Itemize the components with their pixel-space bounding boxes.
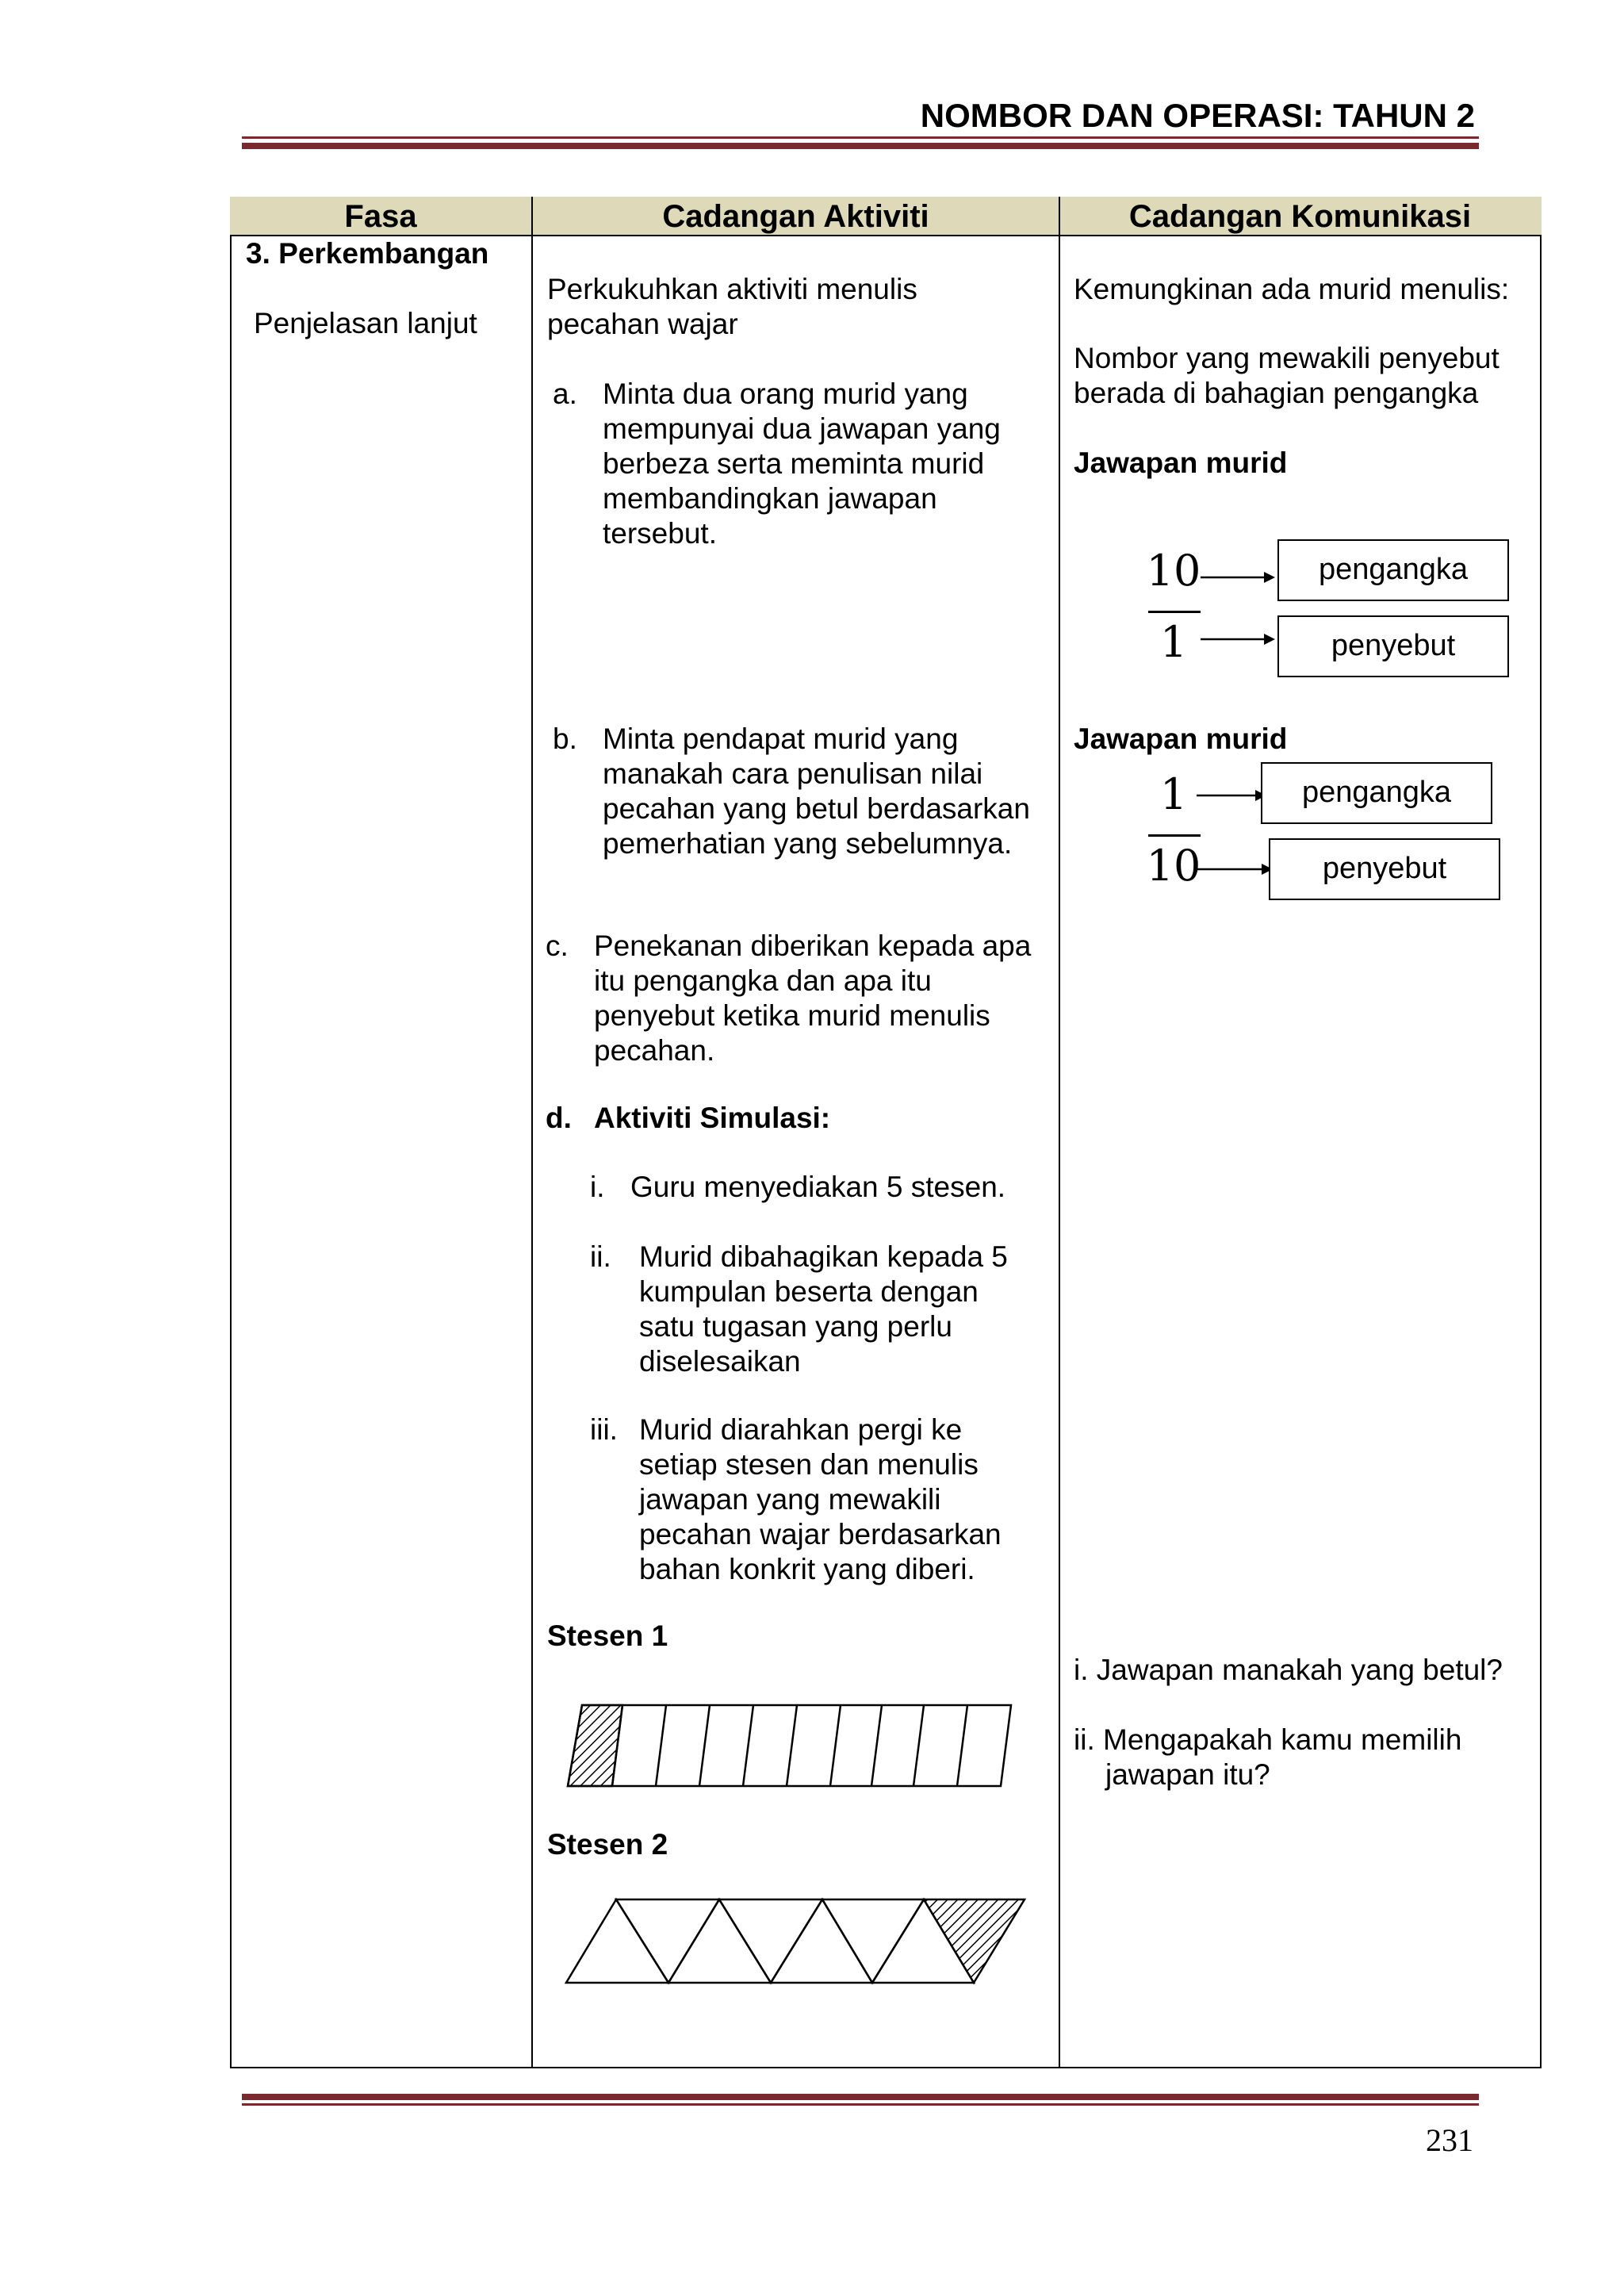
jawapan-2-numerator: 1 xyxy=(1159,769,1188,819)
komunikasi-intro: Kemungkinan ada murid menulis: xyxy=(1074,273,1510,305)
jawapan-1-numerator: 10 xyxy=(1146,546,1201,596)
page-header-title: NOMBOR DAN OPERASI: TAHUN 2 xyxy=(920,97,1475,134)
stesen-2-shaded-part xyxy=(924,1899,1025,1983)
stesen-2-label: Stesen 2 xyxy=(547,1828,668,1861)
item-d-iii-line-3: jawapan yang mewakili xyxy=(639,1483,941,1516)
item-d-iii-line-4: pecahan wajar berdasarkan xyxy=(639,1518,1002,1550)
item-a-line-5: tersebut. xyxy=(603,517,717,550)
item-c-line-3: penyebut ketika murid menulis xyxy=(594,999,990,1032)
item-d-ii-line-4: diselesaikan xyxy=(639,1345,801,1378)
jawapan-1-denominator: 1 xyxy=(1159,617,1188,667)
komunikasi-note-line-2: berada di bahagian pengangka xyxy=(1074,377,1479,409)
item-d-ii-line-3: satu tugasan yang perlu xyxy=(639,1310,952,1343)
item-d-iii-line-2: setiap stesen dan menulis xyxy=(639,1448,979,1481)
item-c-line-2: itu pengangka dan apa itu xyxy=(594,964,932,997)
header-cadangan-aktiviti: Cadangan Aktiviti xyxy=(662,199,929,234)
jawapan-1-box-pengangka: pengangka xyxy=(1277,539,1509,601)
jawapan-1-box-penyebut: penyebut xyxy=(1277,615,1509,677)
stesen-1-diagram xyxy=(555,1689,1031,1800)
item-c-line-1: Penekanan diberikan kepada apa xyxy=(594,930,1032,962)
item-d-i-line-1: Guru menyediakan 5 stesen. xyxy=(630,1171,1006,1203)
question-2-line-2: jawapan itu? xyxy=(1105,1758,1270,1791)
question-2-line-1: ii. Mengapakah kamu memilih xyxy=(1074,1723,1462,1756)
item-b-line-4: pemerhatian yang sebelumnya. xyxy=(603,827,1013,860)
stesen-1-strip xyxy=(568,1705,1011,1786)
jawapan-2-denominator: 10 xyxy=(1146,841,1201,891)
item-a-marker: a. xyxy=(553,378,577,410)
fasa-subtitle: Penjelasan lanjut xyxy=(254,307,477,339)
item-d-iii-marker: iii. xyxy=(590,1413,618,1446)
stesen-2-diagram xyxy=(555,1888,1031,1999)
item-d-ii-line-1: Murid dibahagikan kepada 5 xyxy=(639,1240,1008,1273)
jawapan-murid-1-label: Jawapan murid xyxy=(1074,447,1288,479)
stesen-1-label: Stesen 1 xyxy=(547,1619,668,1652)
item-a-line-3: berbeza serta meminta murid xyxy=(603,447,985,480)
header-rule-thin xyxy=(242,136,1479,139)
footer-rule-thick xyxy=(242,2094,1479,2100)
column-divider-1 xyxy=(531,197,533,2068)
item-c-marker: c. xyxy=(546,930,569,962)
item-d-ii-marker: ii. xyxy=(590,1240,611,1273)
item-d-iii-line-1: Murid diarahkan pergi ke xyxy=(639,1413,963,1446)
jawapan-1-fraction-bar xyxy=(1148,611,1201,613)
aktiviti-intro-line-2: pecahan wajar xyxy=(547,308,738,340)
question-1: i. Jawapan manakah yang betul? xyxy=(1074,1654,1503,1686)
footer-rule-thin xyxy=(242,2103,1479,2106)
header-rule-thick xyxy=(242,143,1479,149)
jawapan-2-box-pengangka: pengangka xyxy=(1261,762,1492,824)
item-b-line-2: manakah cara penulisan nilai xyxy=(603,757,983,790)
item-b-line-1: Minta pendapat murid yang xyxy=(603,723,959,755)
item-b-line-3: pecahan yang betul berdasarkan xyxy=(603,792,1030,825)
jawapan-1-arrows xyxy=(1197,559,1277,654)
item-b-marker: b. xyxy=(553,723,577,755)
item-d-marker: d. xyxy=(546,1102,572,1134)
header-cadangan-komunikasi: Cadangan Komunikasi xyxy=(1128,199,1472,234)
column-divider-2 xyxy=(1059,197,1060,2068)
header-fasa: Fasa xyxy=(344,199,417,234)
fasa-title: 3. Perkembangan xyxy=(246,237,489,270)
komunikasi-note-line-1: Nombor yang mewakili penyebut xyxy=(1074,342,1500,374)
item-c-line-4: pecahan. xyxy=(594,1034,715,1067)
item-d-iii-line-5: bahan konkrit yang diberi. xyxy=(639,1553,975,1585)
item-d-ii-line-2: kumpulan beserta dengan xyxy=(639,1275,979,1308)
item-a-line-1: Minta dua orang murid yang xyxy=(603,378,968,410)
page-number: 231 xyxy=(1426,2122,1473,2158)
aktiviti-intro-line-1: Perkukuhkan aktiviti menulis xyxy=(547,273,917,305)
jawapan-murid-2-label: Jawapan murid xyxy=(1074,723,1288,755)
item-a-line-4: membandingkan jawapan xyxy=(603,482,937,515)
item-a-line-2: mempunyai dua jawapan yang xyxy=(603,412,1001,445)
item-d-title: Aktiviti Simulasi: xyxy=(594,1102,831,1134)
jawapan-2-box-penyebut: penyebut xyxy=(1269,838,1500,900)
item-d-i-marker: i. xyxy=(590,1171,605,1203)
